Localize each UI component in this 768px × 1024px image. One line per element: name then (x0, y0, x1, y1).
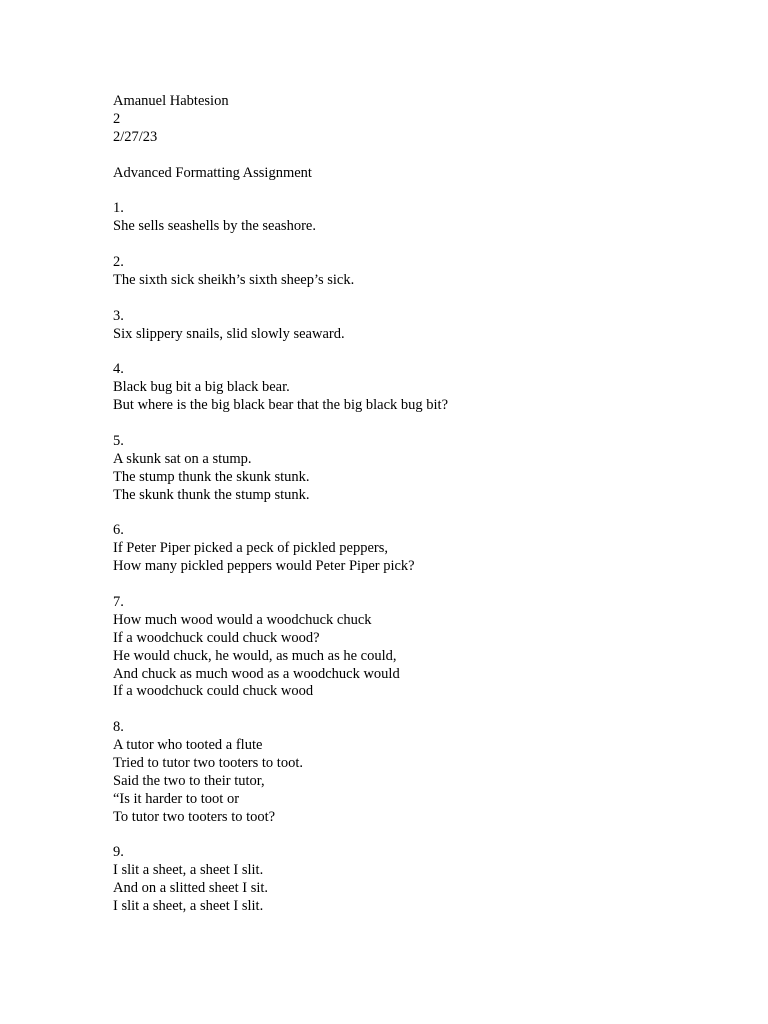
list-item (113, 415, 673, 504)
item-text-line: If Peter Piper picked a peck of pickled peppers, (113, 540, 388, 557)
author-name: Amanuel Habtesion (113, 93, 229, 109)
spacer (113, 182, 673, 200)
spacer (113, 343, 673, 361)
item-number: 9. (113, 844, 124, 861)
item-text-line: She sells seashells by the seashore. (113, 218, 316, 235)
item-number: 1. (113, 200, 124, 217)
item-text-line: Six slippery snails, slid slowly seaward. (113, 325, 345, 342)
spacer (113, 701, 673, 719)
item-number: 8. (113, 719, 124, 736)
item-text-line: Black bug bit a big black bear. (113, 379, 290, 396)
item-text-line: Tried to tutor two tooters to toot. (113, 754, 303, 771)
item-number: 3. (113, 307, 124, 324)
header-date: 2/27/23 (113, 128, 158, 145)
item-text-line: I slit a sheet, a sheet I slit. (113, 898, 264, 915)
item-text-line: The stump thunk the skunk stunk. (113, 468, 310, 485)
item-text-line: How much wood would a woodchuck chuck (113, 611, 372, 628)
list-item (113, 182, 673, 236)
item-text-line: I slit a sheet, a sheet I slit. (113, 862, 264, 879)
item-text-line: How many pickled peppers would Peter Piper pick? (113, 558, 415, 575)
spacer (113, 827, 673, 845)
item-number: 4. (113, 361, 124, 378)
item-text-line: If a woodchuck could chuck wood (113, 683, 314, 700)
list-item (113, 236, 673, 290)
spacer (113, 576, 673, 594)
list-item (113, 827, 673, 916)
list-item (113, 504, 673, 576)
list-item (113, 343, 673, 415)
list-item (113, 701, 673, 826)
spacer (113, 236, 673, 254)
items-list (113, 182, 673, 916)
item-text-line: The sixth sick sheikh’s sixth sheep’s sick. (113, 271, 355, 288)
item-text-line: And chuck as much wood as a woodchuck would (113, 665, 400, 682)
list-item (113, 576, 673, 701)
document-title: Advanced Formatting Assignment (113, 164, 312, 181)
item-text-line: He would chuck, he would, as much as he could, (113, 647, 397, 664)
list-item (113, 290, 673, 344)
item-text-line: A tutor who tooted a flute (113, 737, 263, 754)
item-number: 2. (113, 254, 124, 271)
item-number: 7. (113, 593, 124, 610)
header-number: 2 (113, 110, 121, 127)
item-number: 6. (113, 522, 124, 539)
spacer (113, 415, 673, 433)
spacer (113, 147, 673, 165)
item-text-line: Said the two to their tutor, (113, 772, 265, 789)
item-text-line: The skunk thunk the stump stunk. (113, 486, 310, 503)
item-text-line: But where is the big black bear that the big black bug bit? (113, 397, 449, 414)
item-text-line: To tutor two tooters to toot? (113, 808, 276, 825)
item-text-line: “Is it harder to toot or (113, 790, 240, 807)
spacer (113, 290, 673, 308)
item-text-line: And on a slitted sheet I sit. (113, 880, 269, 897)
spacer (113, 504, 673, 522)
item-number: 5. (113, 432, 124, 449)
document-body (113, 93, 673, 916)
item-text-line: If a woodchuck could chuck wood? (113, 629, 320, 646)
item-text-line: A skunk sat on a stump. (113, 450, 252, 467)
